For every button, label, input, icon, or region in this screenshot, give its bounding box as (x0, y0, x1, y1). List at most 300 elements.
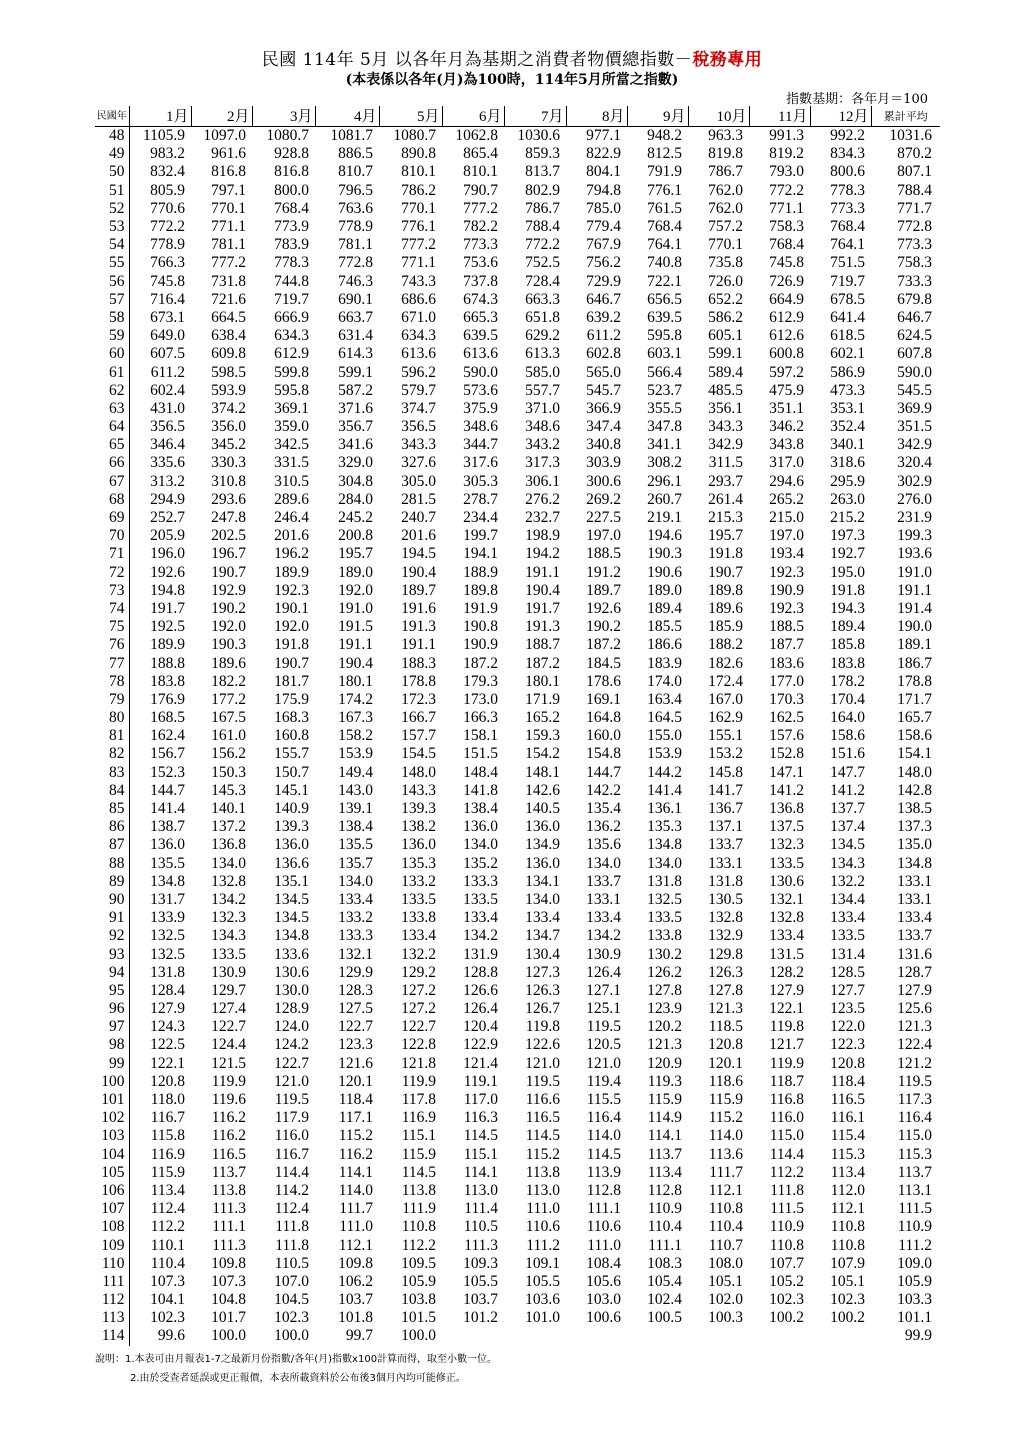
index-cell: 191.7 (150, 599, 185, 617)
average-cell: 133.4 (897, 909, 932, 927)
index-cell: 111.9 (402, 1200, 436, 1218)
index-cell: 768.4 (647, 218, 682, 236)
index-cell: 751.5 (830, 254, 865, 272)
index-cell: 135.4 (586, 800, 621, 818)
index-cell: 190.4 (401, 563, 436, 581)
index-cell: 166.7 (401, 709, 436, 727)
index-cell: 545.7 (586, 381, 621, 399)
index-cell: 294.6 (769, 472, 804, 490)
year-cell: 78 (95, 673, 129, 691)
index-cell: 154.2 (525, 745, 560, 763)
index-cell: 116.8 (769, 1091, 804, 1109)
index-cell: 664.9 (769, 290, 804, 308)
index-cell: 781.1 (338, 236, 373, 254)
index-cell: 132.8 (769, 909, 804, 927)
index-cell: 778.3 (830, 181, 865, 199)
index-cell: 194.3 (830, 599, 865, 617)
index-cell: 189.8 (708, 581, 743, 599)
average-cell: 807.1 (897, 163, 932, 181)
index-cell: 263.0 (830, 490, 865, 508)
index-cell: 133.9 (150, 909, 185, 927)
index-cell: 114.1 (338, 1163, 373, 1181)
average-cell: 646.7 (897, 308, 932, 326)
index-cell: 103.7 (338, 1291, 373, 1309)
index-cell: 766.3 (150, 254, 185, 272)
header-month: 7月 (504, 106, 566, 127)
table-row (95, 636, 940, 654)
index-cell: 136.2 (586, 818, 621, 836)
index-cell: 772.8 (338, 254, 373, 272)
index-cell: 110.1 (150, 1236, 185, 1254)
average-cell: 133.1 (897, 872, 932, 890)
index-cell: 126.6 (463, 981, 498, 999)
index-cell: 101.5 (401, 1309, 436, 1327)
index-cell: 160.0 (586, 727, 621, 745)
average-cell: 189.1 (897, 636, 932, 654)
index-cell: 674.3 (463, 290, 498, 308)
index-cell: 134.3 (211, 927, 246, 945)
year-cell: 81 (95, 727, 129, 745)
index-cell (810, 1327, 871, 1345)
index-cell: 485.5 (708, 381, 743, 399)
index-cell: 190.2 (211, 599, 246, 617)
index-cell: 115.9 (708, 1091, 743, 1109)
index-cell: 124.3 (150, 1018, 185, 1036)
index-cell: 599.8 (274, 363, 309, 381)
index-cell: 122.7 (338, 1018, 373, 1036)
index-cell: 188.8 (150, 654, 185, 672)
index-cell: 123.5 (830, 1000, 865, 1018)
index-cell: 165.2 (525, 709, 560, 727)
index-cell: 182.6 (708, 654, 743, 672)
index-cell: 767.9 (586, 236, 621, 254)
index-cell: 613.6 (463, 345, 498, 363)
index-cell: 121.3 (708, 1000, 743, 1018)
index-cell: 127.9 (150, 1000, 185, 1018)
index-cell: 137.4 (830, 818, 865, 836)
index-cell: 112.8 (647, 1181, 682, 1199)
index-cell: 119.1 (463, 1072, 498, 1090)
table-row (95, 764, 940, 782)
table-row (95, 745, 940, 763)
average-cell: 369.9 (897, 399, 932, 417)
table-row (95, 891, 940, 909)
index-cell: 155.1 (708, 727, 743, 745)
index-cell: 183.9 (647, 654, 682, 672)
index-cell: 131.5 (769, 945, 804, 963)
index-cell: 356.7 (338, 418, 373, 436)
index-cell: 120.1 (708, 1054, 743, 1072)
index-cell: 121.7 (769, 1036, 804, 1054)
index-cell: 719.7 (274, 290, 309, 308)
index-cell: 131.8 (647, 872, 682, 890)
index-cell: 192.3 (769, 563, 804, 581)
index-cell: 192.9 (211, 581, 246, 599)
index-cell: 114.0 (708, 1127, 743, 1145)
index-cell: 593.9 (211, 381, 246, 399)
index-cell: 371.6 (338, 399, 373, 417)
index-cell: 329.0 (338, 454, 373, 472)
index-cell: 191.0 (338, 599, 373, 617)
index-cell: 110.4 (150, 1254, 185, 1272)
year-cell: 94 (95, 964, 129, 982)
index-cell: 790.7 (463, 181, 498, 199)
index-cell: 119.5 (525, 1072, 560, 1090)
index-cell: 1081.7 (330, 127, 373, 145)
index-cell: 158.2 (338, 727, 373, 745)
index-cell: 346.4 (150, 436, 185, 454)
index-cell: 133.6 (274, 945, 309, 963)
index-cell: 112.4 (274, 1200, 309, 1218)
index-cell: 127.2 (401, 1000, 436, 1018)
index-cell: 317.0 (769, 454, 804, 472)
average-cell: 133.7 (897, 927, 932, 945)
index-cell: 121.8 (401, 1054, 436, 1072)
index-cell: 195.0 (830, 563, 865, 581)
index-cell: 105.1 (830, 1272, 865, 1290)
index-cell: 104.1 (150, 1291, 185, 1309)
page-title (0, 45, 1024, 70)
index-cell: 133.3 (463, 872, 498, 890)
index-cell: 201.6 (401, 527, 436, 545)
index-cell: 890.8 (401, 145, 436, 163)
index-cell: 603.1 (647, 345, 682, 363)
index-cell: 167.5 (211, 709, 246, 727)
index-cell: 197.0 (769, 527, 804, 545)
index-cell: 810.1 (401, 163, 436, 181)
index-cell: 579.7 (401, 381, 436, 399)
index-cell: 185.8 (830, 636, 865, 654)
index-cell: 103.6 (525, 1291, 560, 1309)
table-row (95, 818, 940, 836)
year-cell: 112 (95, 1291, 129, 1309)
year-cell: 69 (95, 509, 129, 527)
header-month: 5月 (379, 106, 442, 127)
year-cell: 105 (95, 1164, 129, 1182)
index-cell: 611.2 (586, 327, 621, 345)
index-cell: 100.0 (274, 1327, 309, 1345)
index-cell: 313.2 (150, 472, 185, 490)
index-cell: 105.6 (586, 1272, 621, 1290)
index-cell: 113.0 (525, 1181, 560, 1199)
year-cell: 49 (95, 145, 129, 163)
index-cell: 375.9 (463, 399, 498, 417)
index-cell: 130.9 (586, 945, 621, 963)
index-cell: 191.3 (401, 618, 436, 636)
index-cell: 156.2 (211, 745, 246, 763)
year-cell: 76 (95, 636, 129, 654)
index-cell: 110.8 (708, 1200, 743, 1218)
index-cell: 788.4 (525, 218, 560, 236)
index-cell: 612.6 (769, 327, 804, 345)
index-cell: 609.8 (211, 345, 246, 363)
index-cell: 116.1 (830, 1109, 865, 1127)
index-cell: 726.9 (769, 272, 804, 290)
index-cell: 115.5 (586, 1091, 621, 1109)
index-cell: 341.1 (647, 436, 682, 454)
index-cell (627, 1327, 688, 1345)
table-row (95, 363, 940, 381)
table-row (95, 527, 940, 545)
average-cell: 131.6 (897, 945, 932, 963)
index-cell: 134.8 (647, 836, 682, 854)
index-cell: 664.5 (211, 308, 246, 326)
index-cell: 115.1 (401, 1127, 436, 1145)
index-cell: 756.2 (586, 254, 621, 272)
index-cell: 111.4 (464, 1200, 498, 1218)
index-cell: 105.5 (463, 1272, 498, 1290)
index-cell: 128.2 (769, 963, 804, 981)
index-cell: 761.5 (647, 199, 682, 217)
index-cell: 111.2 (526, 1236, 560, 1254)
average-cell: 178.8 (897, 672, 932, 690)
year-cell: 88 (95, 855, 129, 873)
index-cell: 116.2 (211, 1109, 246, 1127)
index-cell: 276.2 (525, 490, 560, 508)
table-row (95, 1036, 940, 1054)
index-cell: 121.4 (463, 1054, 498, 1072)
index-cell: 629.2 (525, 327, 560, 345)
table-row (95, 982, 940, 1000)
index-cell: 100.2 (830, 1309, 865, 1327)
index-cell: 641.4 (830, 308, 865, 326)
table-row (95, 873, 940, 891)
table-row (95, 473, 940, 491)
index-cell: 342.5 (274, 436, 309, 454)
index-cell: 191.8 (274, 636, 309, 654)
title-accent: 稅務專用 (692, 50, 763, 70)
index-cell: 139.3 (274, 818, 309, 836)
index-cell: 189.7 (401, 581, 436, 599)
index-cell: 215.3 (708, 509, 743, 527)
index-cell: 134.5 (274, 909, 309, 927)
index-cell: 369.1 (274, 399, 309, 417)
index-cell: 189.0 (338, 563, 373, 581)
index-cell: 585.0 (525, 363, 560, 381)
index-cell: 130.6 (769, 872, 804, 890)
average-cell: 199.3 (897, 527, 932, 545)
index-cell: 771.1 (769, 199, 804, 217)
index-cell: 188.3 (401, 654, 436, 672)
index-cell: 345.2 (211, 436, 246, 454)
index-cell: 114.2 (274, 1181, 309, 1199)
index-cell: 778.3 (274, 254, 309, 272)
index-cell: 813.7 (525, 163, 560, 181)
index-cell: 763.6 (338, 199, 373, 217)
index-cell: 134.0 (525, 890, 560, 908)
index-cell: 118.7 (769, 1072, 804, 1090)
index-cell: 192.5 (150, 618, 185, 636)
index-cell: 768.4 (830, 218, 865, 236)
average-cell: 113.1 (897, 1181, 932, 1199)
index-cell: 134.3 (830, 854, 865, 872)
index-cell: 167.0 (708, 690, 743, 708)
index-cell: 261.4 (708, 490, 743, 508)
index-cell: 115.2 (338, 1127, 373, 1145)
index-cell: 119.5 (586, 1018, 621, 1036)
index-cell: 232.7 (525, 509, 560, 527)
index-cell: 134.0 (647, 854, 682, 872)
index-cell: 116.5 (211, 1145, 246, 1163)
index-cell: 317.3 (525, 454, 560, 472)
index-cell: 133.4 (830, 909, 865, 927)
index-cell: 613.6 (401, 345, 436, 363)
title-main: 民國 114年 5月 以各年月為基期之消費者物價總指數－ (261, 50, 693, 70)
average-cell: 109.0 (897, 1254, 932, 1272)
index-cell: 194.6 (647, 527, 682, 545)
index-cell: 164.5 (647, 709, 682, 727)
index-cell: 101.0 (525, 1309, 560, 1327)
index-cell: 133.5 (830, 927, 865, 945)
index-cell: 103.0 (586, 1291, 621, 1309)
index-cell: 130.5 (708, 890, 743, 908)
index-cell: 195.7 (338, 545, 373, 563)
index-cell: 111.3 (464, 1236, 498, 1254)
year-cell: 95 (95, 982, 129, 1000)
index-cell: 120.8 (150, 1072, 185, 1090)
index-cell: 170.3 (769, 690, 804, 708)
index-cell: 343.3 (708, 418, 743, 436)
index-cell: 118.0 (150, 1091, 185, 1109)
index-cell: 112.2 (150, 1218, 185, 1236)
year-cell: 86 (95, 818, 129, 836)
index-cell: 129.9 (338, 963, 373, 981)
index-cell: 134.0 (586, 854, 621, 872)
index-cell: 175.9 (274, 690, 309, 708)
header-month: 6月 (442, 106, 504, 127)
index-cell: 149.4 (338, 763, 373, 781)
index-cell: 745.8 (769, 254, 804, 272)
index-cell: 115.4 (830, 1127, 865, 1145)
index-cell: 192.6 (150, 563, 185, 581)
index-cell: 116.7 (150, 1109, 185, 1127)
index-cell: 115.9 (401, 1145, 436, 1163)
average-cell: 191.4 (897, 599, 932, 617)
index-cell: 191.8 (830, 581, 865, 599)
index-cell: 128.3 (338, 981, 373, 999)
index-cell: 114.1 (647, 1127, 682, 1145)
index-cell: 118.5 (708, 1018, 743, 1036)
index-cell: 134.2 (211, 890, 246, 908)
table-row (95, 254, 940, 272)
index-cell: 663.3 (525, 290, 560, 308)
index-cell: 118.6 (708, 1072, 743, 1090)
index-cell: 110.5 (274, 1254, 309, 1272)
index-cell: 133.5 (463, 890, 498, 908)
index-cell: 651.8 (525, 308, 560, 326)
index-cell: 108.3 (647, 1254, 682, 1272)
index-cell: 342.9 (708, 436, 743, 454)
index-cell: 948.2 (647, 127, 682, 145)
index-cell: 745.8 (150, 272, 185, 290)
index-cell: 101.2 (463, 1309, 498, 1327)
index-cell: 281.5 (401, 490, 436, 508)
average-cell: 342.9 (897, 436, 932, 454)
index-cell: 185.9 (708, 618, 743, 636)
average-cell: 137.3 (897, 818, 932, 836)
index-cell: 133.1 (586, 890, 621, 908)
table-row (95, 727, 940, 745)
index-cell: 166.3 (463, 709, 498, 727)
index-cell: 192.3 (274, 581, 309, 599)
index-cell: 102.3 (769, 1291, 804, 1309)
index-cell: 105.2 (769, 1272, 804, 1290)
table-row (95, 1146, 940, 1164)
year-cell: 110 (95, 1255, 129, 1273)
index-cell: 127.1 (586, 981, 621, 999)
index-cell: 992.2 (830, 127, 865, 145)
index-cell: 596.2 (401, 363, 436, 381)
index-cell: 782.2 (463, 218, 498, 236)
table-row (95, 1218, 940, 1236)
index-cell: 126.2 (647, 963, 682, 981)
index-cell: 347.4 (586, 418, 621, 436)
average-cell: 115.0 (897, 1127, 932, 1145)
index-cell: 305.0 (401, 472, 436, 490)
year-cell: 58 (95, 309, 129, 327)
index-cell: 129.2 (401, 963, 436, 981)
index-cell: 120.2 (647, 1018, 682, 1036)
index-cell: 110.5 (463, 1218, 498, 1236)
average-cell: 133.1 (897, 890, 932, 908)
index-cell: 103.8 (401, 1291, 436, 1309)
index-cell: 141.4 (647, 781, 682, 799)
index-cell: 310.8 (211, 472, 246, 490)
index-cell: 190.7 (708, 563, 743, 581)
index-cell: 963.3 (708, 127, 743, 145)
index-cell: 192.6 (586, 599, 621, 617)
average-cell: 590.0 (897, 363, 932, 381)
table-row (95, 1236, 940, 1254)
index-cell: 348.6 (463, 418, 498, 436)
header-month: 12月 (810, 106, 871, 127)
average-cell: 119.5 (897, 1072, 932, 1090)
index-cell: 111.0 (526, 1200, 560, 1218)
index-cell: 157.7 (401, 727, 436, 745)
index-cell: 374.2 (211, 399, 246, 417)
index-cell: 977.1 (586, 127, 621, 145)
index-cell: 102.3 (150, 1309, 185, 1327)
index-cell: 126.4 (586, 963, 621, 981)
index-cell: 134.2 (463, 927, 498, 945)
index-cell: 293.6 (211, 490, 246, 508)
index-cell: 192.3 (769, 599, 804, 617)
index-cell: 133.3 (338, 927, 373, 945)
index-cell: 187.2 (463, 654, 498, 672)
table-row (95, 582, 940, 600)
index-cell: 595.8 (647, 327, 682, 345)
year-cell: 54 (95, 236, 129, 254)
index-cell: 187.7 (769, 636, 804, 654)
average-cell: 771.7 (897, 199, 932, 217)
index-cell: 114.5 (586, 1145, 621, 1163)
index-cell: 284.0 (338, 490, 373, 508)
index-cell: 140.5 (525, 800, 560, 818)
index-cell: 187.2 (525, 654, 560, 672)
index-cell: 135.5 (338, 836, 373, 854)
year-cell: 56 (95, 273, 129, 291)
table-row (95, 945, 940, 963)
index-cell: 105.5 (525, 1272, 560, 1290)
index-cell: 786.7 (708, 163, 743, 181)
index-cell: 100.6 (586, 1309, 621, 1327)
year-cell: 70 (95, 527, 129, 545)
index-cell: 340.1 (830, 436, 865, 454)
index-cell: 178.8 (401, 672, 436, 690)
index-cell: 178.6 (586, 672, 621, 690)
year-cell: 83 (95, 764, 129, 782)
index-cell: 132.8 (708, 909, 743, 927)
